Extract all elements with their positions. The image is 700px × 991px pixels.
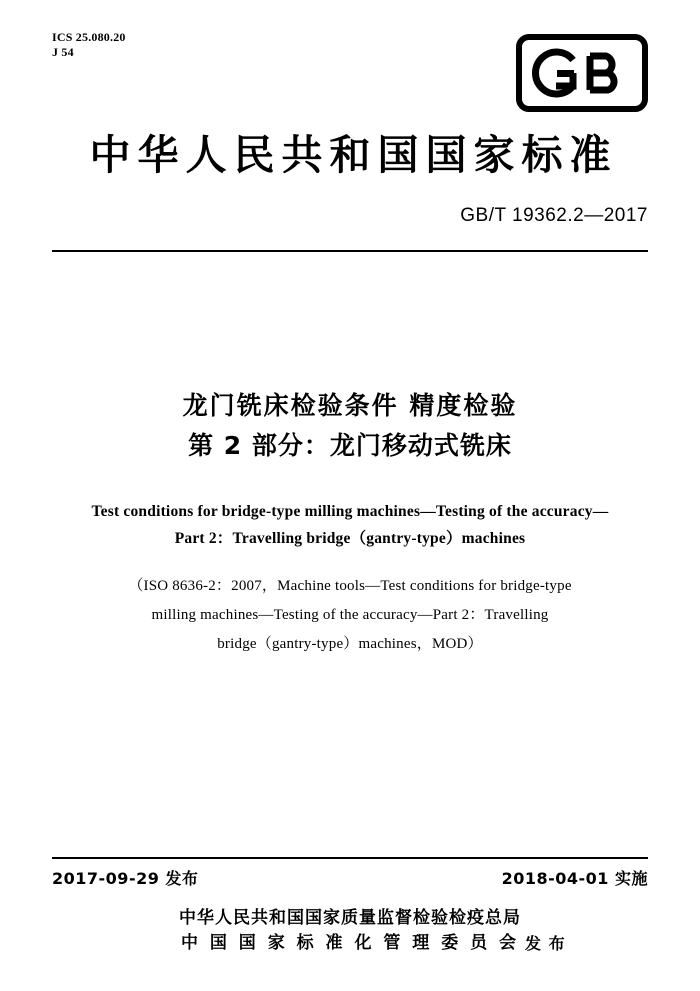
implementation-date: 2018-04-01 实施 (501, 869, 648, 888)
ics-code: ICS 25.080.20 (52, 30, 126, 44)
document-title-cn-line2: 第 2 部分：龙门移动式铣床 (188, 431, 512, 460)
document-title-en (0, 498, 700, 552)
iso-note-line1: （ISO 8636-2：2007，Machine tools—Test conditions for bridge-type (128, 578, 572, 594)
national-standard-title: 中华人民共和国国家标准 (89, 131, 618, 179)
document-title-en-line2: Part 2：Travelling bridge（gantry-type）machines (174, 530, 526, 547)
gb-logo-icon (516, 34, 648, 112)
document-title-en-line1: Test conditions for bridge-type milling machines—Testing of the accuracy— (91, 503, 609, 520)
ics-block (52, 30, 126, 60)
divider-top (52, 250, 648, 252)
publish-label: 发 布 (525, 934, 566, 953)
issuing-authority (0, 906, 700, 956)
iso-equivalence-note (0, 572, 700, 659)
issue-date: 2017-09-29 发布 (52, 869, 199, 888)
document-title-cn-line1: 龙门铣床检验条件 精度检验 (182, 391, 518, 420)
iso-note-line2: milling machines—Testing of the accuracy—Part 2：Travelling (151, 607, 549, 623)
document-title-cn (0, 386, 700, 466)
iso-note-line3: bridge（gantry-type）machines，MOD） (217, 636, 483, 652)
issuing-authority-line2: 中 国 国 家 标 准 化 管 理 委 员 会 (180, 933, 520, 953)
issuing-authority-line1: 中华人民共和国国家质量监督检验检疫总局 (179, 908, 521, 928)
divider-bottom (52, 857, 648, 859)
standard-number: GB/T 19362.2—2017 (460, 205, 648, 226)
classification-code: J 54 (52, 45, 74, 59)
